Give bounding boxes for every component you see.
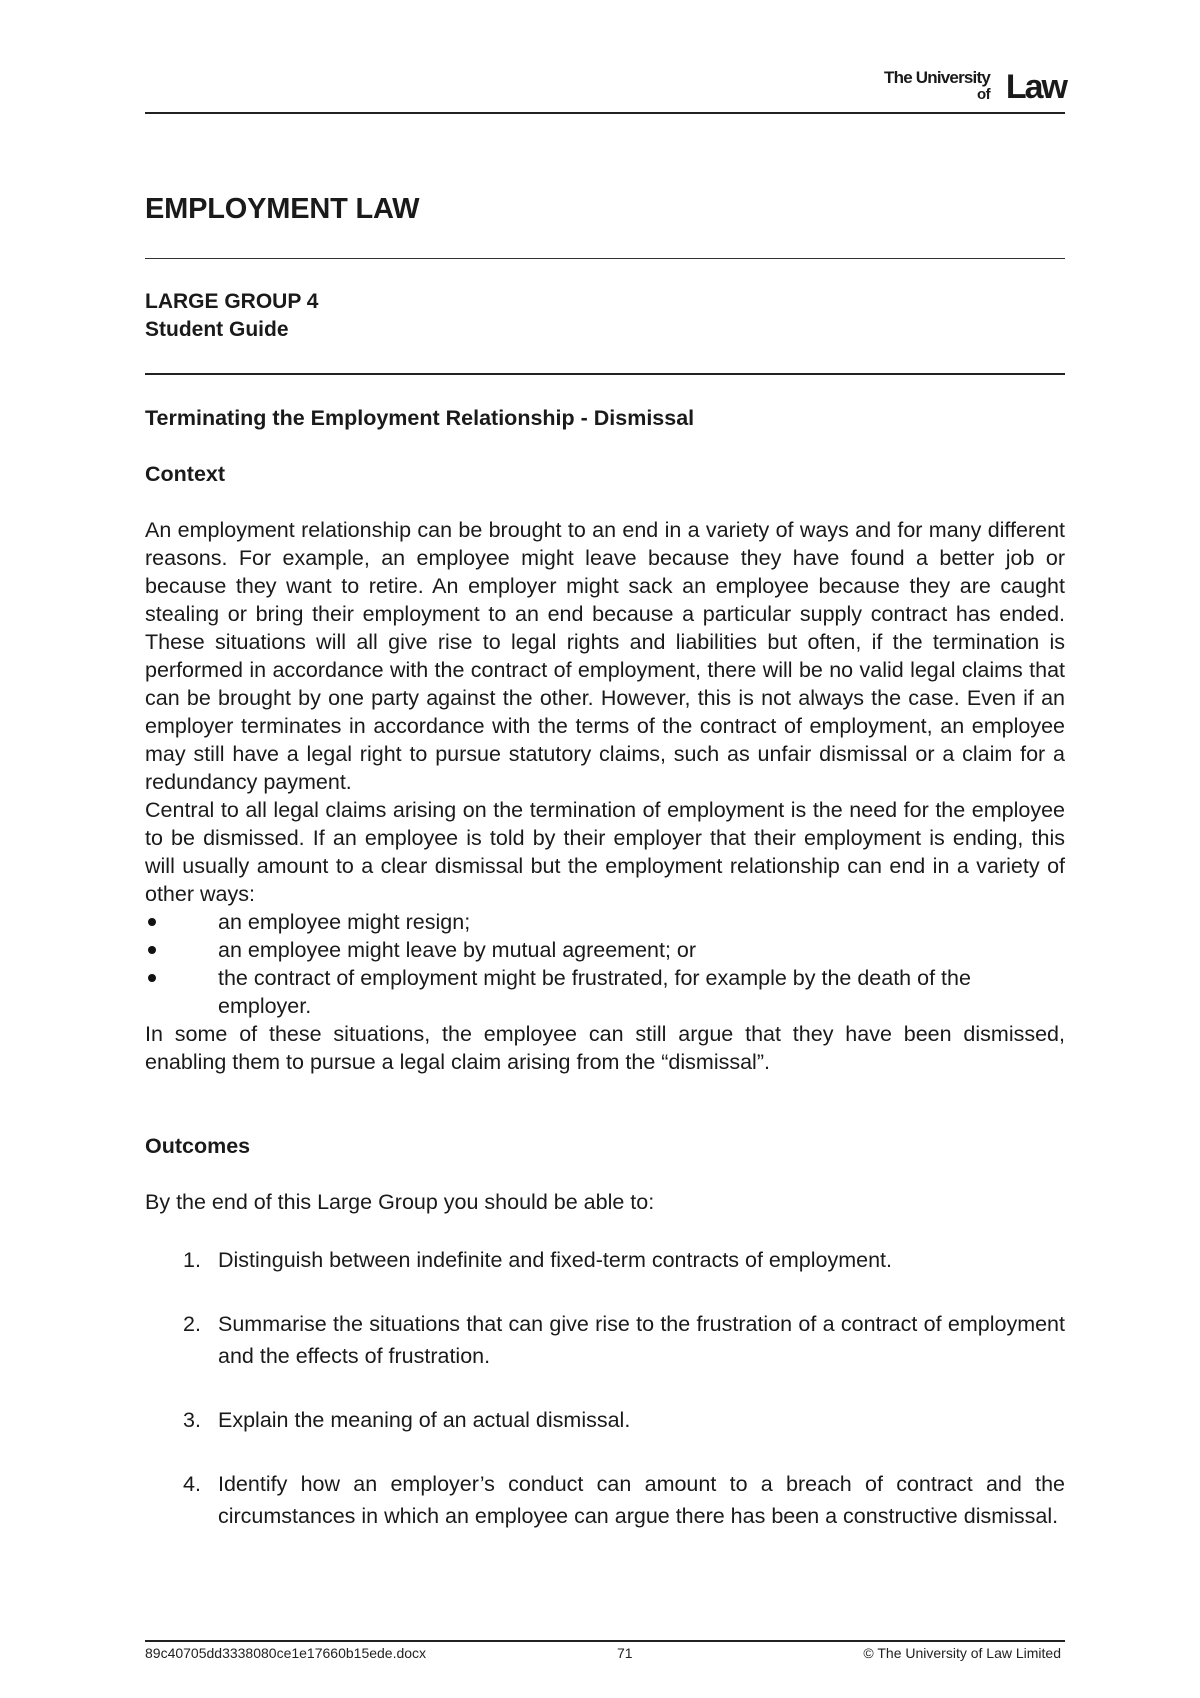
outcome-item [145, 1468, 1065, 1532]
list-item [145, 908, 1065, 936]
outcome-item [145, 1308, 1065, 1372]
logo-line2: of [977, 86, 990, 103]
subtitle-group: LARGE GROUP 4 [145, 290, 319, 313]
list-item [145, 964, 1065, 1020]
list-item-text: an employee might resign; [218, 910, 471, 934]
main-content [145, 404, 1065, 1564]
page-title: EMPLOYMENT LAW [145, 193, 420, 225]
context-paragraph-2: Central to all legal claims arising on the termination of employment is the need for the employee to be dismissed. If an employee is told by their employer that their employment is ending, this will usually amount to a clear dismissal but the employment relationship can end in a variety of other ways: [145, 798, 1065, 906]
outcome-text: Distinguish between indefinite and fixed-term contracts of employment. [218, 1248, 893, 1272]
outcome-number: 1. [183, 1248, 201, 1272]
outcome-text: Explain the meaning of an actual dismissal. [218, 1408, 631, 1432]
outcome-item [145, 1404, 1065, 1436]
header-divider [145, 112, 1065, 114]
outcome-item [145, 1244, 1065, 1276]
university-logo [846, 64, 1066, 108]
bullet-icon [148, 946, 156, 954]
spacer [145, 1076, 1065, 1132]
bullet-list [145, 908, 1065, 1020]
outcome-text: Identify how an employer’s conduct can amount to a breach of contract and the circumstances in which an employee can argue there has been a constructive dismissal. [218, 1472, 1065, 1528]
logo-line1: The University [884, 68, 990, 87]
bullet-icon [148, 974, 156, 982]
logo-law: Law [1005, 68, 1066, 106]
outcome-text: Summarise the situations that can give rise to the frustration of a contract of employment and the effects of frustration. [218, 1312, 1065, 1368]
outcome-number: 4. [183, 1472, 201, 1496]
outcome-number: 3. [183, 1408, 201, 1432]
list-item-text: an employee might leave by mutual agreement; or [218, 938, 697, 962]
outcomes-intro: By the end of this Large Group you should be able to: [145, 1190, 655, 1214]
footer-copyright: © The University of Law Limited [863, 1645, 1061, 1661]
list-item-text: the contract of employment might be frustrated, for example by the death of the employer. [218, 966, 971, 1018]
footer-divider [145, 1640, 1065, 1642]
context-paragraph-3: In some of these situations, the employee can still argue that they have been dismissed, enabling them to pursue a legal claim arising from the “dismissal”. [145, 1022, 1065, 1074]
bullet-icon [148, 918, 156, 926]
list-item [145, 936, 1065, 964]
topic-heading: Terminating the Employment Relationship - Dismissal [145, 406, 695, 430]
context-paragraph-1: An employment relationship can be brought to an end in a variety of ways and for many different reasons. For example, an employee might leave because they have found a better job or because they want to retire. An employer might sack an employee because they are caught stealing or bring their employment to an end because a particular supply contract has ended. These situations will all give rise to legal rights and liabilities but often, if the termination is performed in accordance with the contract of employment, there will be no valid legal claims that can be brought by one party against the other. However, this is not always the case. Even if an employer terminates in accordance with the terms of the contract of employment, an employee may still have a legal right to pursue statutory claims, such as unfair dismissal or a claim for a redundancy payment. [145, 518, 1065, 794]
subtitle-guide: Student Guide [145, 318, 289, 341]
footer-page-number: 71 [617, 1645, 633, 1661]
title-divider [145, 258, 1065, 259]
context-heading: Context [145, 462, 226, 486]
footer-filename: 89c40705dd3338080ce1e17660b15ede.docx [145, 1645, 427, 1661]
outcomes-list [145, 1244, 1065, 1532]
outcome-number: 2. [183, 1312, 201, 1336]
outcomes-heading: Outcomes [145, 1134, 251, 1158]
subtitle-divider [145, 373, 1065, 375]
